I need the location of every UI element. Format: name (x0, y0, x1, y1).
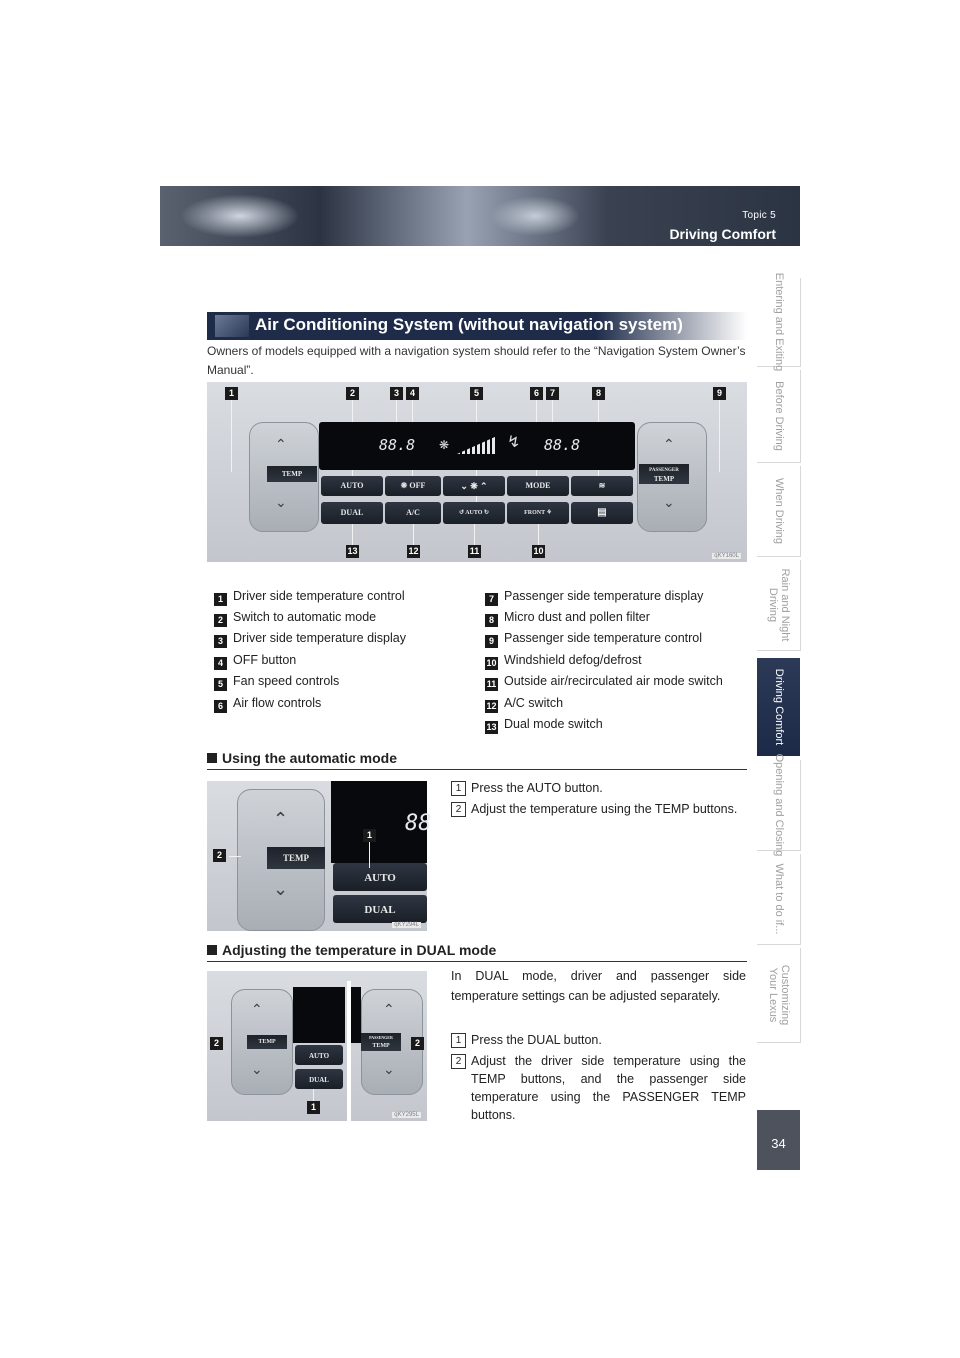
legend-text: Driver side temperature display (233, 631, 406, 645)
legend-item (214, 674, 339, 691)
fan-speed-bar (457, 436, 497, 454)
heading-bullet (207, 945, 217, 955)
callout-2: 2 (346, 387, 359, 400)
passenger-temp-text: TEMP (653, 475, 675, 483)
legend-number: 9 (485, 635, 498, 648)
ac-button-label: A/C (406, 508, 420, 517)
side-tab-opening-closing[interactable] (757, 753, 801, 857)
figure-code: qKY160L (714, 553, 739, 559)
heading-bullet (207, 753, 217, 763)
legend-item (485, 696, 563, 713)
leader-line (352, 524, 353, 546)
side-tab-entering-exiting[interactable] (757, 272, 801, 372)
chevron-up-icon: ⌃ (275, 436, 287, 452)
legend-number: 8 (485, 614, 498, 627)
callout-1: 1 (307, 1101, 320, 1114)
leader-line (719, 400, 720, 472)
leader-line (474, 524, 475, 546)
legend-item (214, 653, 296, 670)
legend-text: Dual mode switch (504, 717, 603, 731)
recirc-auto-label: AUTO (465, 510, 483, 516)
legend-number: 5 (214, 678, 227, 691)
chevron-down-icon: ⌄ (275, 494, 287, 510)
auto-step-2 (451, 800, 746, 818)
topic-title: Driving Comfort (669, 226, 776, 242)
side-tab-label: Driving Comfort (772, 668, 785, 746)
defrost-icon: ⚘ (546, 510, 552, 516)
chevron-up-icon: ⌃ (663, 436, 675, 452)
side-tab-label: Customizing Your Lexus (766, 964, 791, 1026)
chevron-up-icon: ⌃ (251, 1001, 263, 1017)
side-tab-when-driving[interactable] (757, 466, 801, 557)
side-tab-what-to-do[interactable] (757, 854, 801, 945)
dual-mode-illustration (207, 971, 427, 1121)
figure-code: qKY295L (394, 1112, 419, 1118)
callout-10: 10 (533, 546, 544, 556)
subsection-heading-auto (207, 750, 747, 770)
temp-label: TEMP (267, 847, 325, 869)
chevron-up-icon: ⌃ (480, 481, 488, 491)
mode-button-label: MODE (525, 481, 551, 490)
passenger-label: PASSENGER (369, 1035, 393, 1040)
passenger-temp-label (361, 1033, 401, 1051)
rear-defog-button[interactable] (571, 502, 633, 524)
micro-dust-filter-button[interactable] (571, 476, 633, 496)
step-number: 2 (451, 1054, 466, 1069)
passenger-temp-text: TEMP (372, 1043, 390, 1049)
step-text: Press the AUTO button. (471, 781, 603, 795)
mode-button[interactable] (507, 476, 569, 496)
callout-4: 4 (406, 387, 419, 400)
subsection-heading-dual (207, 942, 747, 962)
legend-text: A/C switch (504, 696, 564, 710)
callout-6: 6 (530, 387, 543, 400)
auto-button-label: AUTO (340, 481, 364, 490)
passenger-label: PASSENGER (649, 468, 679, 473)
step-text: Adjust the temperature using the TEMP buttons. (471, 802, 738, 816)
climate-panel-illustration (207, 382, 747, 562)
legend-text: Outside air/recirculated air mode switch (504, 674, 723, 688)
auto-button[interactable] (333, 863, 427, 891)
dual-step-2 (451, 1052, 746, 1124)
legend-text: Fan speed controls (233, 674, 340, 688)
banner-photo-console (490, 196, 580, 236)
page-number: 34 (771, 1136, 786, 1151)
chevron-down-icon: ⌄ (383, 1061, 395, 1077)
section-intro: Owners of models equipped with a navigation system should refer to the “Navigation System Owner’s Manual”. (207, 344, 746, 377)
banner-photo-steering (180, 194, 300, 238)
side-tab-label: Before Driving (772, 381, 785, 451)
callout-9: 9 (713, 387, 726, 400)
driver-temp-display: 88.8 (379, 436, 416, 454)
side-tab-label: Opening and Closing (772, 753, 785, 857)
legend-item (485, 631, 702, 648)
callout-13: 13 (347, 546, 358, 556)
recirc-icon: ↺ (459, 510, 465, 516)
legend-text: Micro dust and pollen filter (504, 610, 650, 624)
page-number-box (757, 1110, 800, 1170)
legend-number: 10 (486, 658, 497, 668)
auto-step-1 (451, 779, 746, 797)
leader-line (313, 1089, 314, 1101)
legend-number: 1 (214, 593, 227, 606)
driver-temp-label: TEMP (267, 466, 317, 482)
dual-button[interactable] (333, 895, 427, 923)
dual-button-label: DUAL (340, 508, 364, 517)
legend-item (485, 717, 603, 734)
legend-text: Switch to automatic mode (233, 610, 377, 624)
side-tab-before-driving[interactable] (757, 370, 801, 463)
dual-button[interactable] (295, 1069, 343, 1089)
legend-number: 3 (214, 635, 227, 648)
callout-5: 5 (470, 387, 483, 400)
lcd-display (331, 781, 432, 863)
outside-air-icon: ↻ (483, 510, 489, 516)
callout-11: 11 (469, 546, 480, 556)
passenger-temp-display: 88.8 (544, 436, 581, 454)
filter-icon: ≋ (598, 481, 606, 490)
lcd-display (319, 422, 635, 470)
auto-mode-illustration (207, 781, 432, 931)
front-label: FRONT (524, 510, 545, 516)
legend-item (214, 610, 376, 627)
auto-button[interactable] (321, 476, 383, 496)
side-tab-label: Entering and Exiting (772, 272, 785, 372)
legend-number: 7 (485, 593, 498, 606)
legend-text: Driver side temperature control (233, 589, 405, 603)
callout-12: 12 (408, 546, 419, 556)
temp-display: 88 (405, 811, 432, 836)
side-tab-label: What to do if... (772, 863, 785, 935)
side-tab-rain-night-driving[interactable] (757, 560, 801, 651)
dual-button-label: DUAL (309, 1076, 329, 1084)
header-banner (160, 186, 800, 246)
side-tab-label: When Driving (772, 477, 785, 545)
callout-3: 3 (390, 387, 403, 400)
callout-2: 2 (213, 849, 226, 862)
side-tab-label: Rain and Night Driving (766, 568, 791, 642)
auto-button-label: AUTO (308, 1052, 330, 1060)
chevron-up-icon: ⌃ (383, 1001, 395, 1017)
callout-1: 1 (225, 387, 238, 400)
auto-button-label: AUTO (364, 872, 396, 884)
legend-text: Passenger side temperature display (504, 589, 704, 603)
subsection-heading-text: Adjusting the temperature in DUAL mode (222, 942, 497, 958)
lcd-display (351, 987, 361, 1043)
off-button[interactable] (385, 476, 441, 496)
chevron-down-icon: ⌄ (663, 494, 675, 510)
step-number: 1 (451, 781, 466, 796)
leader-line (231, 400, 232, 472)
legend-item (485, 610, 650, 627)
chevron-up-icon: ⌃ (273, 809, 289, 829)
fan-icon: ❋ (439, 438, 450, 452)
legend-number: 4 (214, 657, 227, 670)
step-text: Press the DUAL button. (471, 1033, 602, 1047)
passenger-temp-label (639, 464, 689, 484)
legend-number: 2 (214, 614, 227, 627)
auto-button[interactable] (295, 1045, 343, 1065)
airflow-icon: ↯ (507, 434, 521, 451)
leader-line (413, 524, 414, 546)
chevron-down-icon: ⌄ (460, 481, 468, 491)
legend-item (214, 631, 406, 648)
legend-item (485, 674, 723, 691)
legend-text: Windshield defog/defrost (504, 653, 642, 667)
side-tab-driving-comfort[interactable] (757, 658, 800, 756)
legend-text: Passenger side temperature control (504, 631, 703, 645)
dual-step-1 (451, 1031, 746, 1049)
lcd-display (293, 987, 345, 1043)
dual-intro: In DUAL mode, driver and passenger side temperature settings can be adjusted separately. (451, 969, 746, 1003)
front-defrost-button[interactable] (507, 502, 569, 524)
legend-number: 11 (486, 679, 497, 689)
leader-line (229, 856, 241, 857)
fan-icon: ❋ (400, 481, 408, 490)
temp-label: TEMP (247, 1035, 287, 1049)
topic-label: Topic 5 (742, 210, 776, 221)
legend-text: OFF button (233, 653, 297, 667)
legend-text: Air flow controls (233, 696, 322, 710)
step-number: 2 (451, 802, 466, 817)
legend-item (485, 589, 703, 606)
chevron-down-icon: ⌄ (273, 879, 289, 899)
section-title: Air Conditioning System (without navigation system) (255, 315, 683, 334)
callout-8: 8 (592, 387, 605, 400)
legend-item (214, 589, 405, 606)
legend-item (214, 696, 321, 713)
chevron-down-icon: ⌄ (251, 1061, 263, 1077)
dual-button[interactable] (321, 502, 383, 524)
section-header-image (215, 315, 249, 337)
legend-number: 6 (214, 700, 227, 713)
legend-item (485, 653, 642, 670)
callout-2-passenger: 2 (411, 1037, 424, 1050)
callout-7: 7 (546, 387, 559, 400)
fan-icon: ❋ (470, 481, 478, 491)
step-text: Adjust the driver side temperature using the TEMP buttons, and the passenger side temperature using the PASSENGER TEMP buttons. (471, 1054, 746, 1122)
leader-line (538, 524, 539, 546)
callout-2-driver: 2 (210, 1037, 223, 1050)
legend-number: 13 (486, 722, 497, 732)
figure-code: qKY294L (394, 922, 419, 928)
step-number: 1 (451, 1033, 466, 1048)
leader-line (369, 842, 370, 868)
ac-button[interactable] (385, 502, 441, 524)
recirc-mode-button[interactable] (443, 502, 505, 524)
side-tab-customizing[interactable] (757, 948, 801, 1043)
off-button-label: OFF (409, 481, 426, 490)
defog-icon: ▤ (597, 507, 607, 518)
section-header (207, 312, 747, 340)
dual-button-label: DUAL (364, 904, 396, 916)
callout-1: 1 (363, 829, 376, 842)
subsection-heading-text: Using the automatic mode (222, 750, 398, 766)
legend-number: 12 (486, 701, 497, 711)
fan-speed-buttons[interactable] (443, 476, 505, 496)
